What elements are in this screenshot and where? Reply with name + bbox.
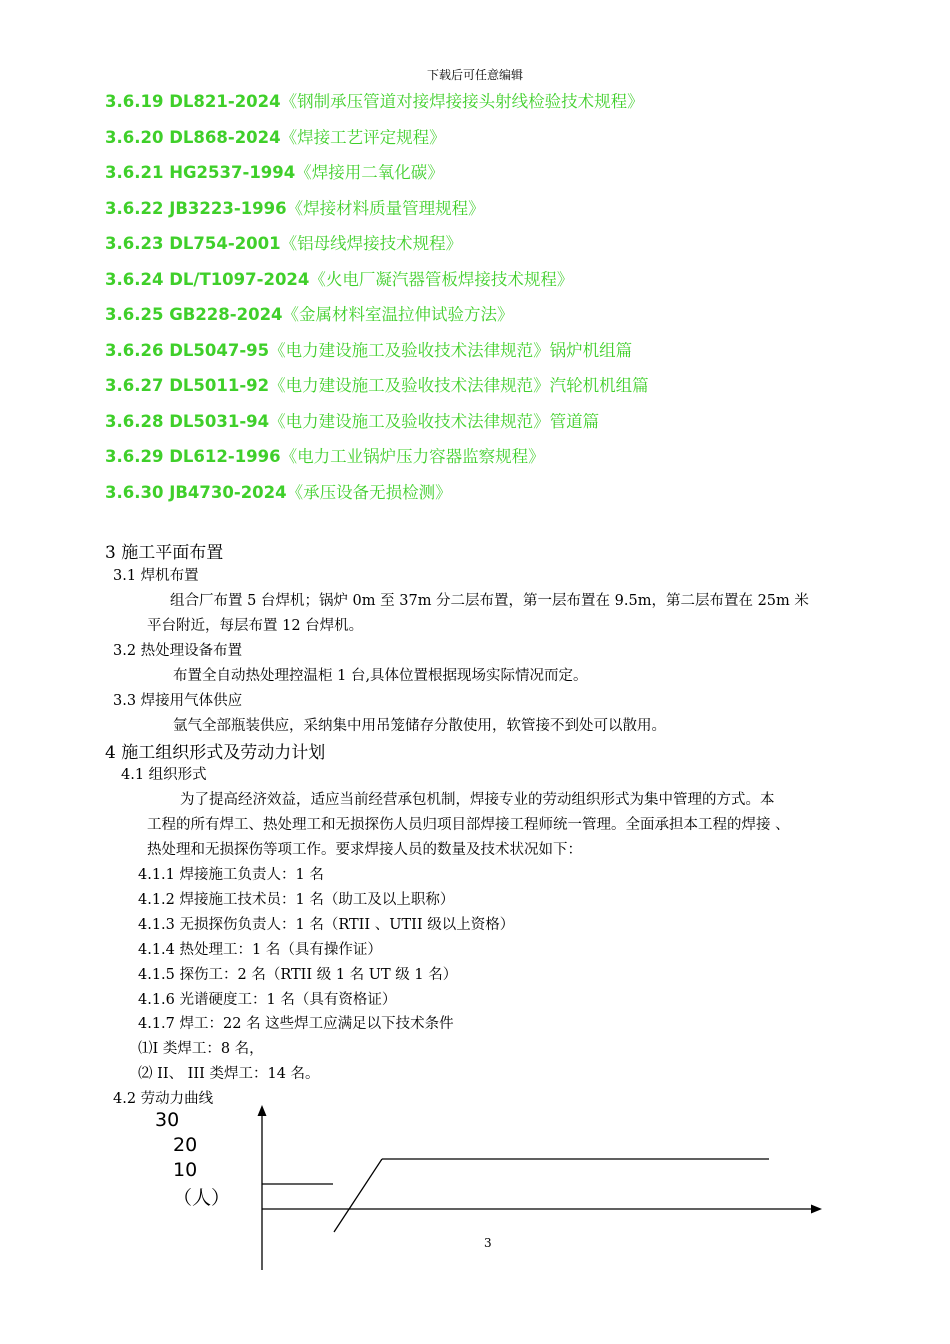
standard-item	[105, 479, 452, 503]
standard-title: 《电力工业锅炉压力容器监察规程》	[280, 447, 545, 466]
standard-title: 《金属材料室温拉伸试验方法》	[282, 305, 514, 324]
page-header: 下载后可任意编辑	[426, 68, 523, 82]
section-3-2-title: 3.2 热处理设备布置	[113, 643, 243, 659]
standard-title: 《承压设备无损检测》	[286, 483, 452, 502]
standard-code: 3.6.19 DL821-2024	[105, 92, 281, 111]
x-axis-arrow	[811, 1205, 822, 1214]
standard-title: 《火电厂凝汽器管板焊接技术规程》	[309, 270, 574, 289]
y-tick-label: 30	[155, 1109, 180, 1131]
staff-requirement-item: 4.1.1 焊接施工负责人：1 名	[138, 867, 324, 883]
standard-code: 3.6.24 DL/T1097-2024	[105, 270, 310, 289]
standard-item	[105, 408, 599, 432]
section-4-1-line1: 为了提高经济效益，适应当前经营承包机制，焊接专业的劳动组织形式为集中管理的方式。本	[180, 792, 775, 808]
standard-code: 3.6.21 HG2537-1994	[105, 163, 296, 182]
section-4-2-title: 4.2 劳动力曲线	[113, 1091, 214, 1107]
standard-title: 《焊接工艺评定规程》	[280, 128, 446, 147]
section-3-title: 3 施工平面布置	[105, 543, 224, 563]
standard-code: 3.6.28 DL5031-94	[105, 412, 270, 431]
staff-requirement-item: 4.1.6 光谱硬度工：1 名（具有资格证）	[138, 991, 397, 1008]
standard-title: 《焊接用二氧化碳》	[295, 163, 444, 182]
staff-requirement-item: 4.1.3 无损探伤负责人：1 名（RTII 、UTII 级以上资格）	[138, 916, 515, 933]
standard-code: 3.6.29 DL612-1996	[105, 447, 281, 466]
standard-item	[105, 88, 644, 112]
page-number: 3	[484, 1236, 492, 1250]
staff-requirement-item: 4.1.7 焊工：22 名 这些焊工应满足以下技术条件	[138, 1016, 454, 1033]
standard-item	[105, 301, 514, 325]
standard-code: 3.6.30 JB4730-2024	[105, 483, 287, 502]
standard-item	[105, 266, 573, 290]
section-4-title: 4 施工组织形式及劳动力计划	[105, 743, 326, 763]
staff-requirement-item: ⑴I 类焊工：8 名，	[138, 1041, 264, 1058]
standard-item	[105, 337, 632, 361]
section-3-1-line1: 组合厂布置 5 台焊机；锅炉 0m 至 37m 分二层布置，第一层布置在 9.5m，第二层布置在 25m 米	[170, 593, 809, 609]
standard-item	[105, 230, 462, 254]
section-3-3-title: 3.3 焊接用气体供应	[113, 693, 243, 709]
standard-title: 《电力建设施工及验收技术法律规范》锅炉机组篇	[269, 341, 633, 360]
y-tick-label: 10	[173, 1159, 198, 1181]
section-3-2-text: 布置全自动热处理控温柜 1 台,具体位置根据现场实际情况而定。	[173, 668, 588, 684]
y-tick-label: 20	[173, 1134, 198, 1156]
section-4-1-title: 4.1 组织形式	[121, 767, 207, 783]
section-3-1-line2: 平台附近，每层布置 12 台焊机。	[147, 618, 364, 634]
standard-title: 《电力建设施工及验收技术法律规范》管道篇	[269, 412, 600, 431]
staff-requirement-item: ⑵ II、 III 类焊工：14 名。	[138, 1066, 320, 1083]
standard-title: 《钢制承压管道对接焊接接头射线检验技术规程》	[280, 92, 644, 111]
section-3-1-title: 3.1 焊机布置	[113, 568, 199, 584]
staff-requirement-item: 4.1.5 探伤工：2 名（RTII 级 1 名 UT 级 1 名）	[138, 966, 458, 983]
standard-code: 3.6.22 JB3223-1996	[105, 199, 287, 218]
standard-item	[105, 159, 444, 183]
curve-segment-ramp	[334, 1159, 382, 1232]
standard-code: 3.6.26 DL5047-95	[105, 341, 270, 360]
section-4-1-line2: 工程的所有焊工、热处理工和无损探伤人员归项目部焊接工程师统一管理。全面承担本工程的焊接 、	[147, 817, 790, 833]
standard-title: 《铝母线焊接技术规程》	[280, 234, 463, 253]
standard-code: 3.6.23 DL754-2001	[105, 234, 281, 253]
standard-item	[105, 195, 485, 219]
labor-curve-chart	[240, 1100, 840, 1280]
standard-item	[105, 124, 446, 148]
staff-requirement-item: 4.1.4 热处理工：1 名（具有操作证）	[138, 941, 382, 958]
y-axis-arrow	[258, 1105, 267, 1116]
standard-code: 3.6.27 DL5011-92	[105, 376, 270, 395]
standard-title: 《电力建设施工及验收技术法律规范》汽轮机机组篇	[269, 376, 649, 395]
staff-requirement-item: 4.1.2 焊接施工技术员：1 名（助工及以上职称）	[138, 891, 455, 908]
section-4-1-line3: 热处理和无损探伤等项工作。要求焊接人员的数量及技术状况如下：	[147, 842, 582, 858]
y-axis-label: （人）	[173, 1187, 231, 1209]
section-3-3-text: 氩气全部瓶装供应，采纳集中用吊笼储存分散使用，软管接不到处可以散用。	[173, 718, 666, 734]
standard-code: 3.6.25 GB228-2024	[105, 305, 283, 324]
standard-item	[105, 372, 649, 396]
standard-code: 3.6.20 DL868-2024	[105, 128, 281, 147]
standard-item	[105, 443, 545, 467]
standard-title: 《焊接材料质量管理规程》	[286, 199, 485, 218]
